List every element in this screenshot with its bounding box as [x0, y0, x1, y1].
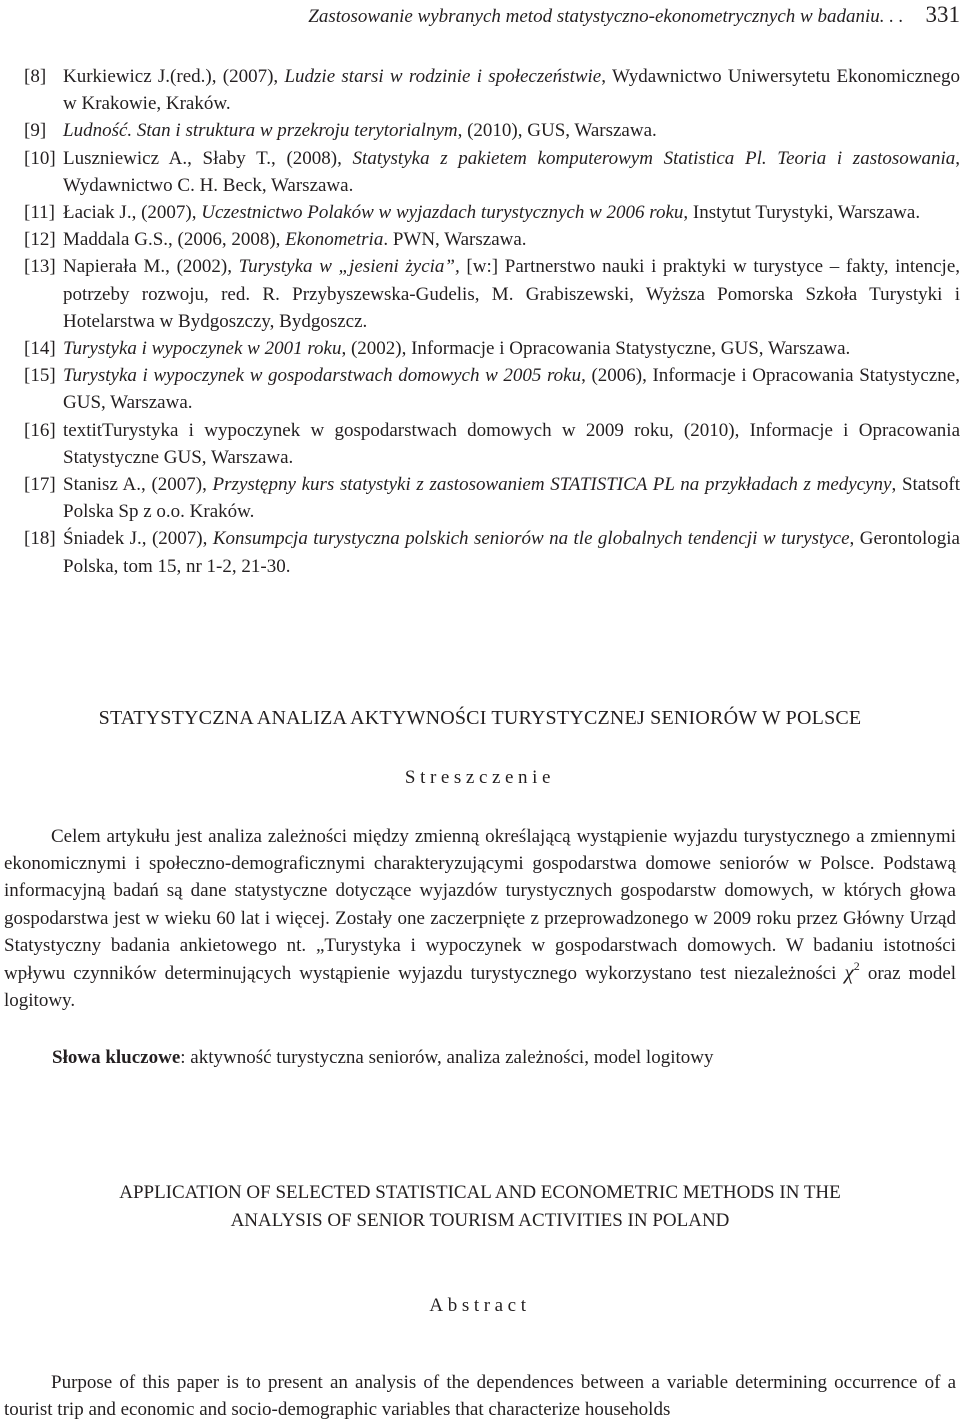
- reference-label: [18]: [24, 528, 56, 550]
- reference-list: [24, 63, 960, 580]
- chi-symbol: χ: [844, 960, 854, 985]
- abstract-text: Purpose of this paper is to present an analysis of the dependences between a variable determining occurrence of a tourist trip and economic and socio-demographic variables that characterize households: [4, 1372, 956, 1421]
- reference-text: , (2006), Informacje i Opracowania Statystyczne, GUS, Warszawa.: [63, 365, 960, 414]
- reference-text: textitTurystyka i wypoczynek w gospodarstwach domowych w 2009 roku, (2010), Informacje i Opracowania Statystyczne GUS, Warszawa.: [63, 419, 960, 468]
- reference-title: Uczestnictwo Polaków w wyjazdach turystycznych w 2006 roku: [201, 202, 684, 224]
- reference-title: Turystyka i wypoczynek w 2001 roku: [63, 338, 342, 360]
- chi-superscript: 2: [853, 959, 860, 974]
- reference-title: Turystyka i wypoczynek w gospodarstwach domowych w 2005 roku: [63, 365, 582, 387]
- keywords-text: : aktywność turystyczna seniorów, analiza zależności, model logitowy: [180, 1047, 714, 1068]
- reference-text: Maddala G.S., (2006, 2008),: [63, 229, 286, 251]
- reference-item: [24, 117, 960, 144]
- reference-item: [24, 63, 960, 117]
- running-header: [60, 2, 960, 30]
- keywords-line: [52, 1047, 952, 1069]
- reference-text: , Gerontologia Polska, tom 15, nr 1-2, 21-30.: [63, 528, 960, 577]
- reference-text: , Wydawnictwo C. H. Beck, Warszawa.: [63, 147, 960, 196]
- reference-label: [11]: [24, 202, 55, 224]
- streszczenie-paragraph: [4, 823, 956, 1014]
- english-article-title: [0, 1179, 960, 1235]
- reference-item: [24, 226, 960, 253]
- reference-title: Statystyka z pakietem komputerowym Statistica Pl. Teoria i zastosowania: [352, 147, 956, 169]
- reference-text: , Instytut Turystyki, Warszawa.: [683, 202, 921, 224]
- reference-item: [24, 145, 960, 199]
- abstract-paragraph: [4, 1369, 956, 1423]
- page-number: 331: [925, 2, 960, 27]
- reference-text: . PWN, Warszawa.: [383, 229, 527, 251]
- reference-item: [24, 335, 960, 362]
- abstract-heading: Abstract: [429, 1295, 531, 1316]
- polish-article-title: STATYSTYCZNA ANALIZA AKTYWNOŚCI TURYSTYCZNEJ SENIORÓW W POLSCE: [98, 707, 862, 729]
- reference-label: [9]: [24, 120, 47, 142]
- reference-item: [24, 362, 960, 416]
- reference-text: , (2002), Informacje i Opracowania Statystyczne, GUS, Warszawa.: [341, 338, 851, 360]
- reference-label: [12]: [24, 229, 56, 251]
- reference-item: [24, 253, 960, 335]
- reference-text: Stanisz A., (2007),: [63, 474, 213, 496]
- reference-label: [14]: [24, 338, 56, 360]
- reference-text: [w:] Partnerstwo nauki i praktyki w turystyce – fakty, intencje, potrzeby rozwoju, red. R. Przybyszewska-Gudelis, M. Grabiszewski, Wyższa Pomorska Szkoła Turystyki i Hotelarstwa w Bydgoszczy, Bydgoszcz.: [63, 256, 960, 332]
- reference-label: [17]: [24, 474, 56, 496]
- english-title-line-2: ANALYSIS OF SENIOR TOURISM ACTIVITIES IN POLAND: [230, 1210, 730, 1231]
- streszczenie-text-end: oraz model logitowy.: [4, 963, 957, 1012]
- reference-text: Śniadek J., (2007),: [63, 528, 213, 550]
- reference-label: [16]: [24, 419, 56, 441]
- running-title: Zastosowanie wybranych metod statystyczno-ekonometrycznych w badaniu. . .: [308, 6, 904, 27]
- reference-item: [24, 199, 960, 226]
- reference-item: [24, 525, 960, 579]
- reference-label: [10]: [24, 147, 56, 169]
- reference-title: Przystępny kurs statystyki z zastosowaniem STATISTICA PL na przykładach z medycyny: [212, 474, 892, 496]
- reference-text: , Statsoft Polska Sp z o.o. Kraków.: [63, 474, 960, 523]
- reference-title: Konsumpcja turystyczna polskich seniorów na tle globalnych tendencji w turystyce: [212, 528, 850, 550]
- reference-label: [13]: [24, 256, 56, 278]
- reference-title: Ludność. Stan i struktura w przekroju terytorialnym: [63, 120, 458, 142]
- reference-text: , Wydawnictwo Uniwersytetu Ekonomicznego w Krakowie, Kraków.: [63, 66, 960, 115]
- reference-text: Luszniewicz A., Słaby T., (2008),: [63, 147, 353, 169]
- streszczenie-heading: Streszczenie: [404, 767, 556, 788]
- english-title-line-1: APPLICATION OF SELECTED STATISTICAL AND ECONOMETRIC METHODS IN THE: [119, 1182, 841, 1203]
- reference-item: [24, 471, 960, 525]
- reference-text: Łaciak J., (2007),: [63, 202, 202, 224]
- reference-text: Napierała M., (2002),: [63, 256, 239, 278]
- reference-text: , (2010), GUS, Warszawa.: [457, 120, 657, 142]
- reference-label: [15]: [24, 365, 56, 387]
- keywords-label: Słowa kluczowe: [52, 1047, 181, 1068]
- streszczenie-text: Celem artykułu jest analiza zależności między zmienną określającą wystąpienie wyjazdu turystycznego a zmiennymi ekonomicznymi i społeczno-demograficznymi charakteryzującymi gospodarstwa domowe seniorów w Polsce. Podstawą informacyjną badań są dane statystyczne dotyczące wyjazdów turystycznych gospodarstw domowych, w których głowa gospodarstwa jest w wieku 60 lat i więcej. Zostały one zaczerpnięte z przeprowadzonego w 2009 roku przez Główny Urząd Statystyczny badania ankietowego nt. „Turystyka i wypoczynek w gospodarstwach domowych. W badaniu istotności wpływu czynników determinujących wystąpienie wyjazdu turystycznego wykorzystano test niezależności: [4, 826, 956, 985]
- reference-text: Kurkiewicz J.(red.), (2007),: [63, 66, 285, 87]
- reference-label: [8]: [24, 66, 47, 87]
- reference-item: [24, 417, 960, 471]
- reference-title: Ludzie starsi w rodzinie i społeczeństwie: [284, 66, 602, 87]
- reference-title: Ekonometria: [285, 229, 384, 251]
- reference-title: Turystyka w „jesieni życia”,: [238, 256, 460, 278]
